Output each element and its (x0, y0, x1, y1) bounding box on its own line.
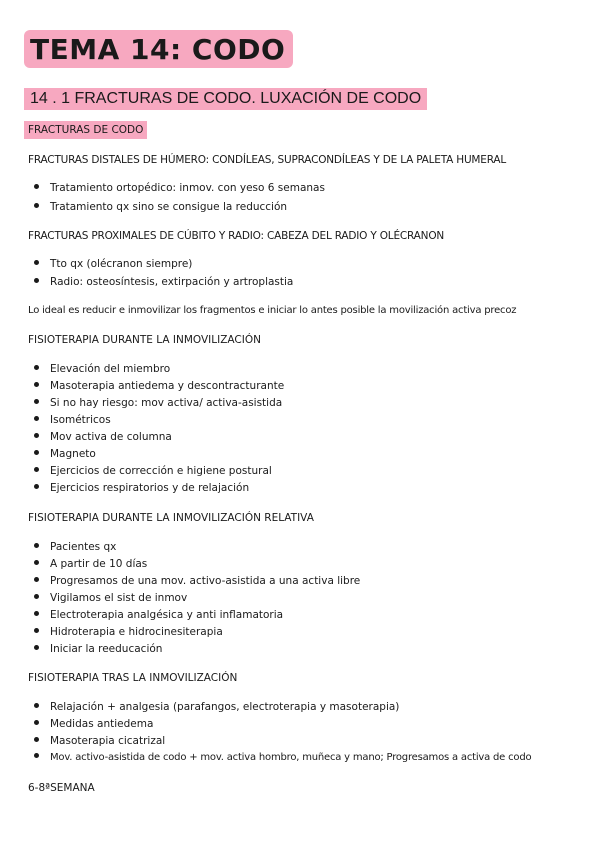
bullet-icon (34, 645, 39, 650)
bullet-icon (34, 543, 39, 548)
list-item: Pacientes qx (34, 540, 116, 554)
bullet-icon (34, 611, 39, 616)
bullet-icon (34, 399, 39, 404)
list-item: Ejercicios respiratorios y de relajación (34, 481, 249, 495)
heading-fracturas-distales: FRACTURAS DISTALES DE HÚMERO: CONDÍLEAS, SUPRACONDÍLEAS Y DE LA PALETA HUMERAL (28, 154, 507, 166)
list-item: Si no hay riesgo: mov activa/ activa-asistida (34, 396, 282, 410)
bullet-icon (34, 703, 39, 708)
bullet-icon (34, 382, 39, 387)
list-item: Tratamiento ortopédico: inmov. con yeso 6 semanas (34, 181, 325, 195)
list-item: Mov. activo-asistida de codo + mov. activa hombro, muñeca y mano; Progresamos a activa de codo (34, 751, 531, 765)
bullet-icon (34, 753, 39, 758)
list-item: Masoterapia antiedema y descontracturante (34, 379, 284, 393)
bullet-icon (34, 365, 39, 370)
bullet-icon (34, 594, 39, 599)
list-item: Tratamiento qx sino se consigue la reducción (34, 200, 287, 214)
list-item: Medidas antiedema (34, 717, 153, 731)
list-item: Mov activa de columna (34, 430, 172, 444)
list-item: Magneto (34, 447, 96, 461)
bullet-icon (34, 260, 39, 265)
list-item: Masoterapia cicatrizal (34, 734, 165, 748)
paragraph-ideal: Lo ideal es reducir e inmovilizar los fragmentos e iniciar lo antes posible la movilización activa precoz (28, 305, 517, 316)
list-item: Radio: osteosíntesis, extirpación y artroplastia (34, 275, 293, 289)
bullet-icon (34, 450, 39, 455)
bullet-icon (34, 184, 39, 189)
list-item: Ejercicios de corrección e higiene postural (34, 464, 272, 478)
list-item: Vigilamos el sist de inmov (34, 591, 187, 605)
list-item: Progresamos de una mov. activo-asistida a una activa libre (34, 574, 360, 588)
bullet-icon (34, 560, 39, 565)
list-item: Isométricos (34, 413, 111, 427)
list-item: Iniciar la reeducación (34, 642, 162, 656)
list-item: Elevación del miembro (34, 362, 170, 376)
section-subtitle: 14 . 1 FRACTURAS DE CODO. LUXACIÓN DE CODO (24, 88, 427, 110)
bullet-icon (34, 737, 39, 742)
heading-fisio-inmovilizacion-relativa: FISIOTERAPIA DURANTE LA INMOVILIZACIÓN RELATIVA (28, 512, 314, 524)
footer-week-label: 6-8ªSEMANA (28, 782, 95, 794)
bullet-icon (34, 467, 39, 472)
heading-fisio-inmovilizacion: FISIOTERAPIA DURANTE LA INMOVILIZACIÓN (28, 334, 261, 346)
bullet-icon (34, 278, 39, 283)
bullet-icon (34, 628, 39, 633)
list-item: Hidroterapia e hidrocinesiterapia (34, 625, 223, 639)
bullet-icon (34, 433, 39, 438)
list-item: Relajación + analgesia (parafangos, electroterapia y masoterapia) (34, 700, 399, 714)
list-item: Electroterapia analgésica y anti inflamatoria (34, 608, 283, 622)
bullet-icon (34, 484, 39, 489)
heading-fracturas-proximales: FRACTURAS PROXIMALES DE CÚBITO Y RADIO: CABEZA DEL RADIO Y OLÉCRANON (28, 230, 445, 242)
bullet-icon (34, 720, 39, 725)
bullet-icon (34, 416, 39, 421)
heading-fisio-tras-inmovilizacion: FISIOTERAPIA TRAS LA INMOVILIZACIÓN (28, 672, 238, 684)
page-title: TEMA 14: CODO (24, 30, 293, 68)
bullet-icon (34, 203, 39, 208)
list-item: A partir de 10 días (34, 557, 147, 571)
section-heading-fracturas: FRACTURAS DE CODO (24, 121, 147, 139)
bullet-icon (34, 577, 39, 582)
list-item: Tto qx (olécranon siempre) (34, 257, 192, 271)
